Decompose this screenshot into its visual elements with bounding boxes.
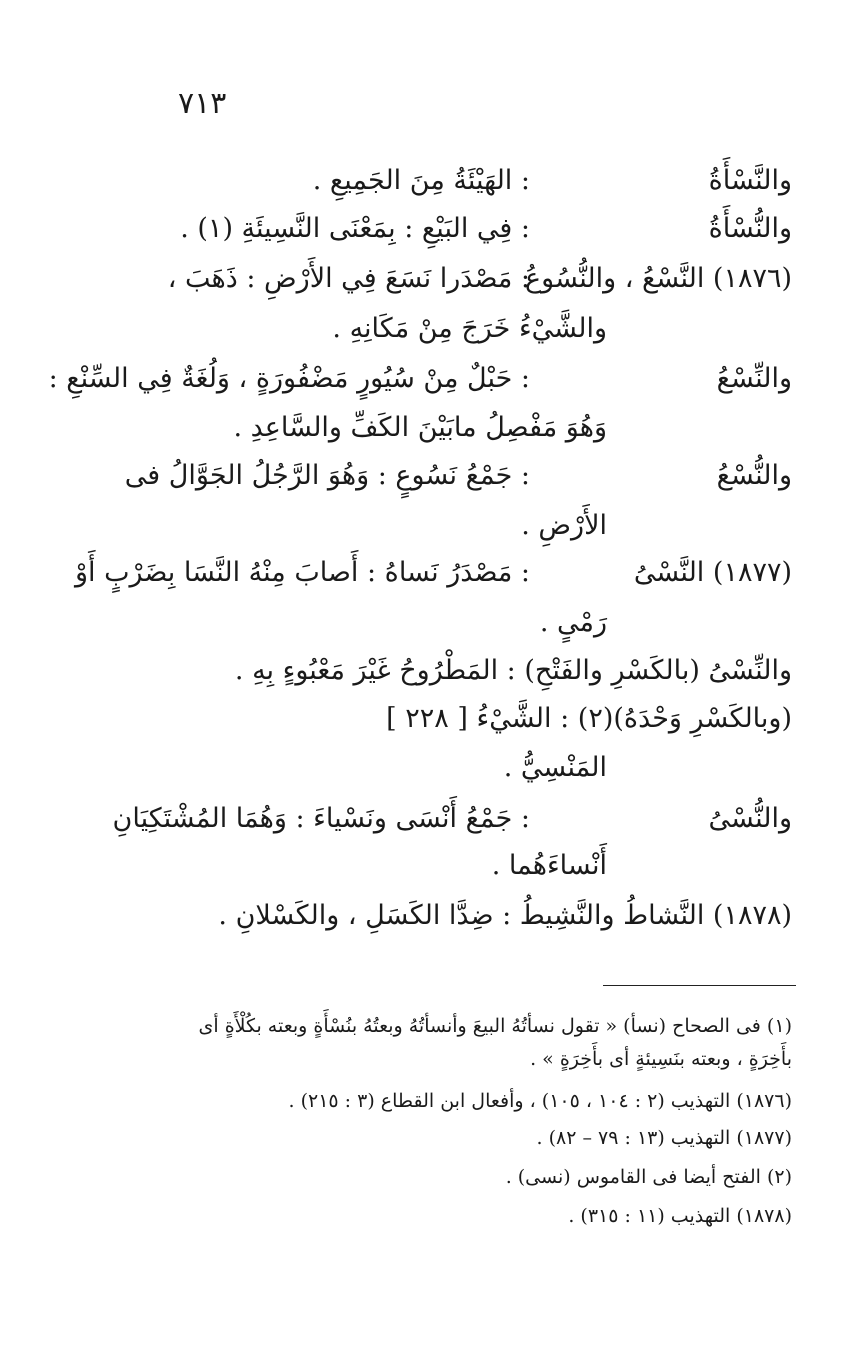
entry-line xyxy=(60,703,792,734)
entry-definition: : فِي البَيْعِ : بِمَعْنَى النَّسِيئَةِ (١) . xyxy=(180,213,530,244)
entry-definition: : الهَيْئَةُ مِنَ الجَمِيعِ . xyxy=(312,165,530,196)
footnote-line: (١٨٧٧) التهذيب (١٣ : ٧٩ – ٨٢) . xyxy=(536,1127,792,1149)
entry-definition: : المَطْرُوحُ غَيْرَ مَعْبُوءٍ بِهِ . xyxy=(234,655,516,686)
entry-definition: : مَصْدَرا نَسَعَ فِي الأَرْضِ : ذَهَبَ ، xyxy=(167,263,530,294)
entry-headword: والنَّسْأَةُ xyxy=(708,165,792,196)
entry-headword: والنُّسْأَةُ xyxy=(708,213,792,244)
entry-definition: : حَبْلٌ مِنْ سُيُورٍ مَضْفُورَةٍ ، وَلُغَةٌ فِي السِّنْعِ : xyxy=(48,363,530,394)
page-number: ٧١٣ xyxy=(178,86,227,121)
entry-continuation: أَنْساءَهُما . xyxy=(491,850,607,881)
entry-definition: : جَمْعُ أَنْسَى ونَسْياءَ : وَهُمَا المُشْتَكِيَانِ xyxy=(112,803,530,834)
entry-continuation: رَمْىٍ . xyxy=(539,607,607,638)
entry-headword: والنُّسْعُ xyxy=(716,460,792,491)
entry-continuation: وَهُوَ مَفْصِلُ مابَيْنَ الكَفِّ والسَّاعِدِ . xyxy=(233,412,607,443)
entry-continuation: المَنْسِيُّ . xyxy=(503,752,607,783)
footnote-line: (١٨٧٨) التهذيب (١١ : ٣١٥) . xyxy=(568,1205,792,1227)
entry-definition: : ضِدَّا الكَسَلِ ، والكَسْلانِ . xyxy=(218,900,512,931)
entry-definition: : مَصْدَرُ نَساهُ : أَصابَ مِنْهُ النَّسَا بِضَرْبٍ أَوْ xyxy=(74,557,530,588)
entry-headword: والنِّسْعُ xyxy=(716,363,792,394)
entry-line xyxy=(60,460,792,491)
footnote-line: (١) فى الصحاح (نسأ) « تقول نسأتُهُ البيعَ وأنسأتُهُ وبعتُهُ بنُسْأَةٍ وبعته بكُلْأَةٍ أى xyxy=(198,1015,792,1037)
entry-continuation: الأَرْضِ . xyxy=(521,510,607,541)
entry-line xyxy=(60,655,792,686)
entry-headword: والنِّسْىُ (بالكَسْرِ والفَتْحِ) xyxy=(524,655,792,686)
entry-headword: (١٨٧٨) النَّشاطُ والنَّشِيطُ xyxy=(519,900,792,931)
entry-line xyxy=(60,557,792,588)
entry-headword: (١٨٧٧) النَّسْىُ xyxy=(633,557,792,588)
entry-line xyxy=(60,165,792,196)
footnote-line: بأَخِرَةٍ ، وبعته بنَسِيئةٍ أى بأَخِرَةٍ » . xyxy=(530,1048,792,1070)
entry-headword: (وبالكَسْرِ وَحْدَهُ)(٢) xyxy=(577,703,792,734)
entry-line xyxy=(60,213,792,244)
footnote-line: (١٨٧٦) التهذيب (٢ : ١٠٤ ، ١٠٥) ، وأفعال ابن القطاع (٣ : ٢١٥) . xyxy=(288,1090,792,1112)
entry-headword: (١٨٧٦) النَّسْعُ ، والنُّسُوعُ xyxy=(525,263,792,294)
entry-definition: : الشَّيْءُ [ ٢٢٨ ] xyxy=(386,703,570,734)
entry-definition: : جَمْعُ نَسُوعٍ : وَهُوَ الرَّجُلُ الجَوَّالُ فى xyxy=(124,460,530,491)
footnote-divider xyxy=(603,985,796,986)
entry-headword: والنُّسْىُ xyxy=(708,803,792,834)
entry-line xyxy=(48,363,792,394)
footnote-line: (٢) الفتح أيضا فى القاموس (نسى) . xyxy=(505,1166,792,1188)
entry-line xyxy=(60,263,792,294)
entry-line xyxy=(60,803,792,834)
entry-continuation: والشَّيْءُ خَرَجَ مِنْ مَكَانِهِ . xyxy=(332,313,607,344)
entry-line xyxy=(60,900,792,931)
